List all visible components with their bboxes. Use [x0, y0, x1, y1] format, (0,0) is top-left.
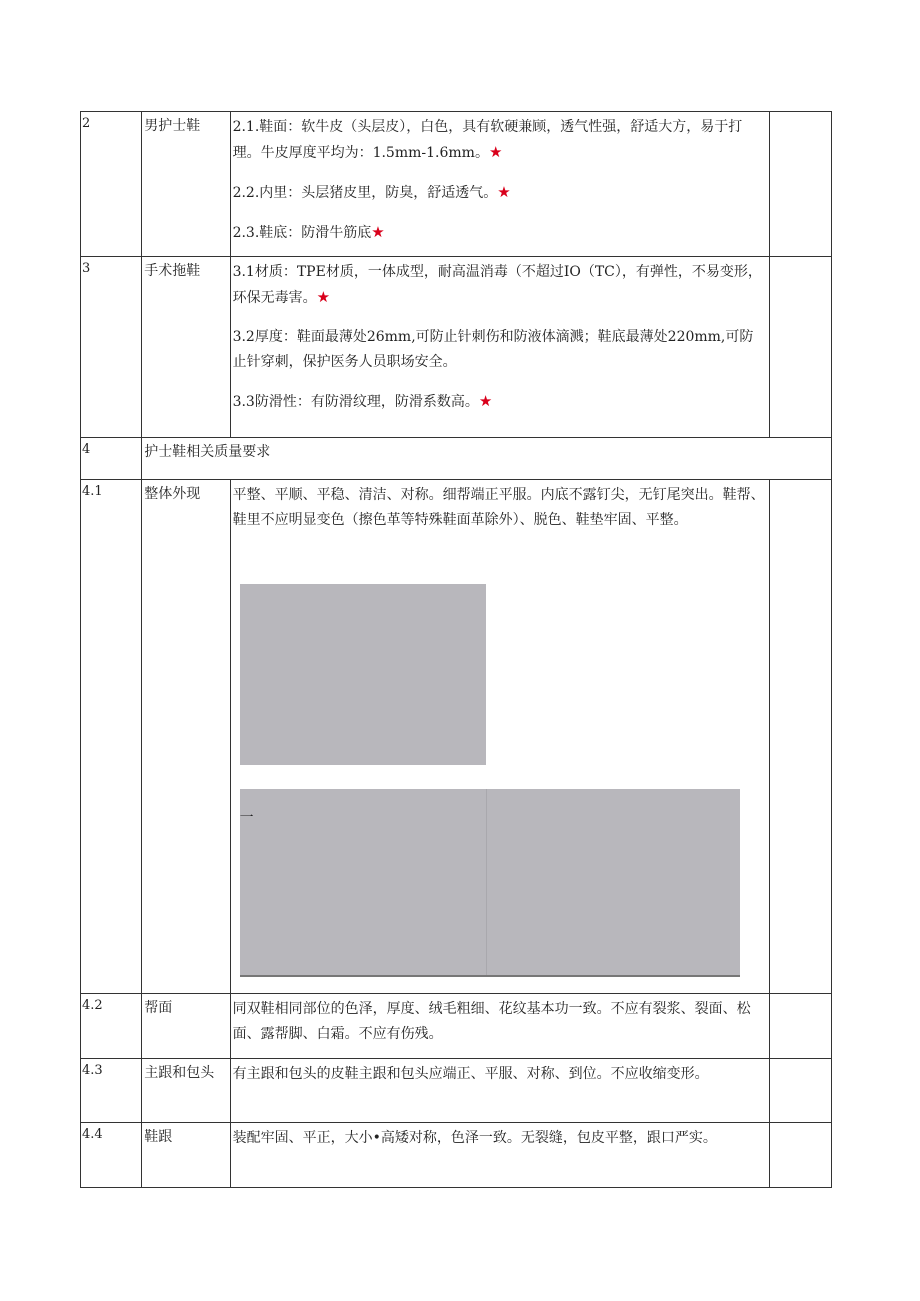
item-name: 帮面: [144, 1000, 173, 1016]
image-area: [231, 533, 769, 993]
section-heading: 护士鞋相关质量要求: [144, 444, 271, 460]
remark-cell: [769, 112, 831, 257]
remark-cell: [769, 994, 831, 1059]
star-icon: ★: [316, 288, 331, 306]
item-name-cell: [142, 1123, 230, 1188]
spec-table: [80, 111, 832, 1188]
spec-paragraph: 2.3.鞋底：防滑牛筋底★: [232, 223, 385, 241]
item-name-cell: [142, 994, 230, 1059]
remark-cell: [769, 1059, 831, 1123]
table-row: [81, 438, 832, 480]
table-row: [81, 257, 832, 438]
row-number-cell: [81, 1059, 142, 1123]
table-row: [81, 1059, 832, 1123]
row-number: 3: [82, 261, 91, 276]
item-name-cell: [142, 480, 230, 994]
spec-paragraph: 2.2.内里：头层猪皮里，防臭，舒适透气。★: [232, 183, 511, 201]
row-number: 4.4: [82, 1127, 103, 1142]
item-name: 手术拖鞋: [144, 263, 201, 279]
spec-text: 平整、平顺、平稳、清洁、对称。细帮端正平服。内底不露钉尖，无钉尾突出。鞋帮、鞋里不应明显变色（擦色革等特殊鞋面革除外）、脱色、鞋垫牢固、平整。: [232, 487, 765, 528]
item-name-cell: [142, 1059, 230, 1123]
description-cell: [230, 480, 769, 994]
row-number: 4.1: [82, 484, 103, 499]
spec-text: 同双鞋相同部位的色泽，厚度、绒毛粗细、花纹基本功一致。不应有裂浆、裂面、松面、露帮脚、白霜。不应有伤残。: [232, 1001, 751, 1042]
row-number: 2: [82, 116, 91, 131]
row-number: 4: [82, 442, 91, 457]
star-icon: ★: [497, 183, 511, 201]
remark-cell: [769, 257, 831, 438]
spec-paragraph: 3.3防滑性：有防滑纹理，防滑系数高。★: [232, 392, 493, 410]
row-number-cell: [81, 257, 142, 438]
item-name: 男护士鞋: [144, 118, 201, 134]
row-number-cell: [81, 112, 142, 257]
table-row: [81, 1123, 832, 1188]
row-number: 4.3: [82, 1063, 103, 1078]
image-divider: [486, 789, 487, 975]
spec-paragraph: 3.1材质：TPE材质，一体成型，耐高温消毒（不超过IO（TC），有弹性，不易变形，环保无毒害。★: [232, 264, 762, 306]
section-heading-cell: [142, 438, 832, 480]
spec-text: 装配牢固、平正，大小•高矮对称，色泽一致。无裂缝，包皮平整，跟口严实。: [232, 1130, 717, 1146]
star-icon: ★: [478, 392, 493, 410]
row-number: 4.2: [82, 998, 103, 1013]
product-image-placeholder: [240, 584, 486, 765]
item-name: 主跟和包头: [144, 1065, 215, 1081]
table-row: [81, 112, 832, 257]
description-cell: [230, 1123, 769, 1188]
item-name-cell: [142, 112, 230, 257]
row-number-cell: [81, 994, 142, 1059]
description-cell: [230, 257, 769, 438]
spec-paragraph: 2.1.鞋面：软牛皮（头层皮），白色，具有软硬兼顾，透气性强，舒适大方，易于打理。牛皮厚度平均为：1.5mm-1.6mm。★: [232, 119, 743, 161]
spec-text: 有主跟和包头的皮鞋主跟和包头应端正、平服、对称、到位。不应收缩变形。: [232, 1066, 709, 1082]
table-row: [81, 480, 832, 994]
spec-paragraph: 3.2厚度：鞋面最薄处26mm,可防止针刺伤和防液体滴溅；鞋底最薄处220mm,可防止针穿刺，保护医务人员职场安全。: [232, 329, 754, 370]
description-cell: [230, 1059, 769, 1123]
table-row: [81, 994, 832, 1059]
item-name: 鞋跟: [144, 1129, 173, 1145]
item-name-cell: [142, 257, 230, 438]
row-number-cell: [81, 480, 142, 994]
remark-cell: [769, 1123, 831, 1188]
row-number-cell: [81, 438, 142, 480]
description-cell: [230, 994, 769, 1059]
product-image-placeholder: [240, 789, 740, 977]
row-number-cell: [81, 1123, 142, 1188]
star-icon: ★: [488, 143, 503, 161]
star-icon: ★: [371, 223, 385, 241]
remark-cell: [769, 480, 831, 994]
item-name: 整体外现: [144, 486, 201, 502]
description-cell: [230, 112, 769, 257]
image-dash-mark: 一: [239, 810, 254, 826]
